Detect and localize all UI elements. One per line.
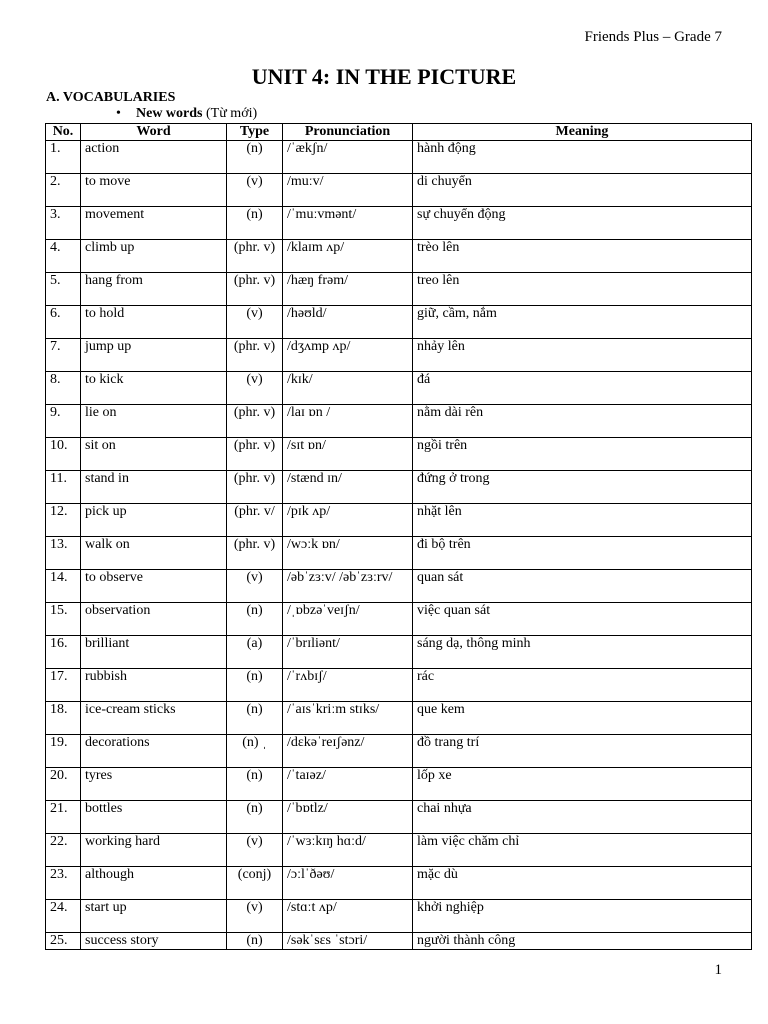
cell-no: 12.: [46, 504, 81, 537]
page-title: UNIT 4: IN THE PICTURE: [251, 64, 517, 89]
cell-word: tyres: [81, 768, 227, 801]
cell-type: (phr. v): [227, 339, 283, 372]
cell-type: (phr. v): [227, 405, 283, 438]
cell-word: ice-cream sticks: [81, 702, 227, 735]
column-header-type: Type: [227, 124, 283, 141]
cell-word: to kick: [81, 372, 227, 405]
cell-pronunciation: /ˈrʌbɪʃ/: [283, 669, 413, 702]
table-row: [46, 933, 752, 950]
cell-meaning: que kem: [413, 702, 752, 735]
cell-word: start up: [81, 900, 227, 933]
cell-type: (phr. v): [227, 240, 283, 273]
cell-no: 13.: [46, 537, 81, 570]
table-row: [46, 636, 752, 669]
cell-meaning: đứng ở trong: [413, 471, 752, 504]
cell-no: 22.: [46, 834, 81, 867]
cell-pronunciation: /kɪk/: [283, 372, 413, 405]
cell-pronunciation: /ˈaɪsˈkriːm stɪks/: [283, 702, 413, 735]
cell-no: 7.: [46, 339, 81, 372]
cell-pronunciation: /ˈmuːvmənt/: [283, 207, 413, 240]
cell-meaning: sự chuyển động: [413, 207, 752, 240]
table-row: [46, 702, 752, 735]
cell-no: 18.: [46, 702, 81, 735]
cell-word: to move: [81, 174, 227, 207]
table-row: [46, 438, 752, 471]
cell-type: (n): [227, 801, 283, 834]
table-body: [46, 141, 752, 950]
page-number: 1: [714, 962, 722, 978]
cell-no: 1.: [46, 141, 81, 174]
cell-pronunciation: /ˈwɜːkɪŋ hɑːd/: [283, 834, 413, 867]
cell-meaning: khởi nghiệp: [413, 900, 752, 933]
cell-meaning: ngồi trên: [413, 438, 752, 471]
table-row: [46, 537, 752, 570]
cell-no: 14.: [46, 570, 81, 603]
table-row: [46, 801, 752, 834]
cell-type: (a): [227, 636, 283, 669]
cell-no: 19.: [46, 735, 81, 768]
table-row: [46, 570, 752, 603]
bullet-item: [116, 106, 257, 122]
cell-meaning: di chuyển: [413, 174, 752, 207]
vocabulary-table: [45, 123, 752, 950]
cell-no: 4.: [46, 240, 81, 273]
cell-word: hang from: [81, 273, 227, 306]
cell-meaning: trèo lên: [413, 240, 752, 273]
table-row: [46, 372, 752, 405]
bullet-text: (Từ mới): [202, 106, 258, 121]
bullet-bold-text: New words: [136, 106, 203, 121]
cell-pronunciation: /stɑːt ʌp/: [283, 900, 413, 933]
cell-type: (phr. v): [227, 471, 283, 504]
cell-meaning: đá: [413, 372, 752, 405]
cell-type: (n): [227, 669, 283, 702]
cell-pronunciation: /hæŋ frəm/: [283, 273, 413, 306]
cell-pronunciation: /laɪ ɒn /: [283, 405, 413, 438]
cell-type: (v): [227, 372, 283, 405]
column-header-meaning: Meaning: [413, 124, 752, 141]
cell-no: 6.: [46, 306, 81, 339]
table-row: [46, 669, 752, 702]
cell-type: (phr. v): [227, 273, 283, 306]
table-row: [46, 207, 752, 240]
cell-word: stand in: [81, 471, 227, 504]
cell-pronunciation: /dʒʌmp ʌp/: [283, 339, 413, 372]
cell-no: 2.: [46, 174, 81, 207]
cell-meaning: đồ trang trí: [413, 735, 752, 768]
document-header: Friends Plus – Grade 7: [584, 29, 722, 45]
cell-type: (phr. v): [227, 438, 283, 471]
cell-no: 20.: [46, 768, 81, 801]
cell-type: (phr. v/: [227, 504, 283, 537]
column-header-word: Word: [81, 124, 227, 141]
cell-word: working hard: [81, 834, 227, 867]
table-header-row: [46, 124, 752, 141]
cell-meaning: hành động: [413, 141, 752, 174]
column-header-no: No.: [46, 124, 81, 141]
cell-word: movement: [81, 207, 227, 240]
cell-pronunciation: /əbˈzɜːv/ /əbˈzɜːrv/: [283, 570, 413, 603]
cell-type: (v): [227, 834, 283, 867]
cell-type: (v): [227, 306, 283, 339]
cell-pronunciation: /muːv/: [283, 174, 413, 207]
section-heading: A. VOCABULARIES: [46, 90, 176, 105]
cell-no: 24.: [46, 900, 81, 933]
cell-type: (n): [227, 933, 283, 950]
table-row: [46, 141, 752, 174]
cell-pronunciation: /stænd ɪn/: [283, 471, 413, 504]
cell-word: climb up: [81, 240, 227, 273]
cell-type: (v): [227, 900, 283, 933]
table-row: [46, 603, 752, 636]
cell-meaning: làm việc chăm chỉ: [413, 834, 752, 867]
cell-word: bottles: [81, 801, 227, 834]
cell-pronunciation: /klaɪm ʌp/: [283, 240, 413, 273]
cell-no: 25.: [46, 933, 81, 950]
cell-meaning: mặc dù: [413, 867, 752, 900]
cell-meaning: nhặt lên: [413, 504, 752, 537]
cell-pronunciation: /wɔːk ɒn/: [283, 537, 413, 570]
table-row: [46, 471, 752, 504]
cell-type: (v): [227, 570, 283, 603]
cell-type: (n): [227, 768, 283, 801]
cell-type: (phr. v): [227, 537, 283, 570]
table-row: [46, 867, 752, 900]
cell-word: although: [81, 867, 227, 900]
cell-word: observation: [81, 603, 227, 636]
cell-type: (v): [227, 174, 283, 207]
cell-word: success story: [81, 933, 227, 950]
cell-no: 5.: [46, 273, 81, 306]
cell-pronunciation: /səkˈsɛs ˈstɔri/: [283, 933, 413, 950]
cell-no: 21.: [46, 801, 81, 834]
cell-word: jump up: [81, 339, 227, 372]
table-row: [46, 339, 752, 372]
table-row: [46, 306, 752, 339]
cell-type: (n): [227, 603, 283, 636]
table-row: [46, 504, 752, 537]
cell-no: 11.: [46, 471, 81, 504]
cell-type: (n): [227, 702, 283, 735]
cell-word: rubbish: [81, 669, 227, 702]
table-row: [46, 900, 752, 933]
cell-no: 3.: [46, 207, 81, 240]
cell-pronunciation: /həʊld/: [283, 306, 413, 339]
table-row: [46, 834, 752, 867]
cell-pronunciation: /sɪt ɒn/: [283, 438, 413, 471]
cell-meaning: giữ, cầm, nắm: [413, 306, 752, 339]
cell-pronunciation: /dɛkəˈreɪʃənz/: [283, 735, 413, 768]
cell-pronunciation: /ˌɒbzəˈveɪʃn/: [283, 603, 413, 636]
cell-meaning: người thành công: [413, 933, 752, 950]
cell-pronunciation: /ˈbɒtlz/: [283, 801, 413, 834]
cell-pronunciation: /ˈtaɪəz/: [283, 768, 413, 801]
cell-meaning: treo lên: [413, 273, 752, 306]
cell-pronunciation: /ˈækʃn/: [283, 141, 413, 174]
cell-pronunciation: /ɔːlˈðəʊ/: [283, 867, 413, 900]
cell-type: (n): [227, 141, 283, 174]
cell-word: walk on: [81, 537, 227, 570]
cell-meaning: đi bộ trên: [413, 537, 752, 570]
table-row: [46, 768, 752, 801]
cell-word: to observe: [81, 570, 227, 603]
cell-no: 10.: [46, 438, 81, 471]
bullet-icon: •: [116, 106, 121, 121]
cell-type: (conj): [227, 867, 283, 900]
cell-word: action: [81, 141, 227, 174]
cell-no: 16.: [46, 636, 81, 669]
table-row: [46, 174, 752, 207]
table-row: [46, 240, 752, 273]
table-row: [46, 735, 752, 768]
cell-no: 9.: [46, 405, 81, 438]
cell-word: pick up: [81, 504, 227, 537]
cell-word: decorations: [81, 735, 227, 768]
cell-no: 15.: [46, 603, 81, 636]
cell-meaning: quan sát: [413, 570, 752, 603]
table-row: [46, 405, 752, 438]
cell-pronunciation: /ˈbrɪliənt/: [283, 636, 413, 669]
cell-word: sit on: [81, 438, 227, 471]
cell-no: 23.: [46, 867, 81, 900]
cell-no: 8.: [46, 372, 81, 405]
cell-meaning: sáng dạ, thông minh: [413, 636, 752, 669]
cell-word: lie on: [81, 405, 227, 438]
cell-meaning: nhảy lên: [413, 339, 752, 372]
cell-meaning: việc quan sát: [413, 603, 752, 636]
cell-meaning: chai nhựa: [413, 801, 752, 834]
table-row: [46, 273, 752, 306]
cell-meaning: rác: [413, 669, 752, 702]
cell-meaning: lốp xe: [413, 768, 752, 801]
cell-no: 17.: [46, 669, 81, 702]
cell-type: (n) ˌ: [227, 735, 283, 768]
cell-word: to hold: [81, 306, 227, 339]
cell-meaning: nằm dài rên: [413, 405, 752, 438]
column-header-pronunciation: Pronunciation: [283, 124, 413, 141]
cell-word: brilliant: [81, 636, 227, 669]
cell-pronunciation: /pɪk ʌp/: [283, 504, 413, 537]
cell-type: (n): [227, 207, 283, 240]
